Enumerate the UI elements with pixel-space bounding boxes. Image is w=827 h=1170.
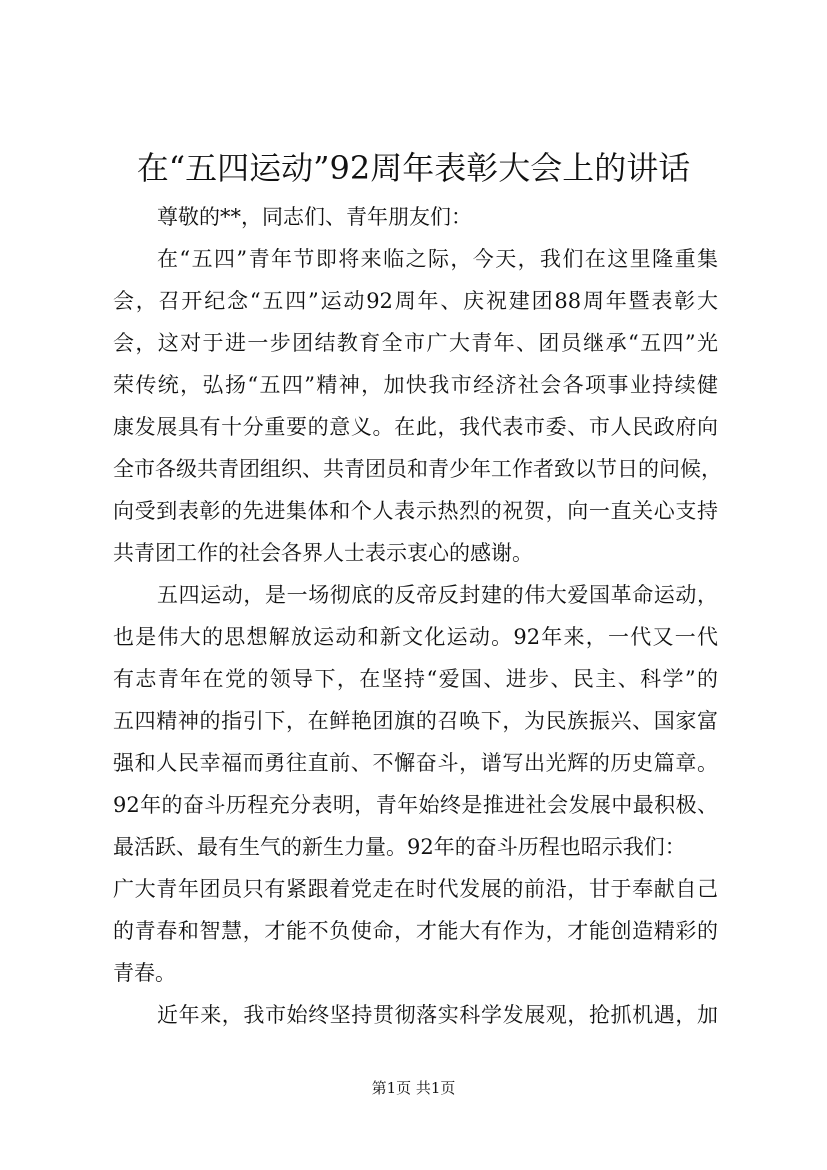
page-number-footer: 第1页 共1页 xyxy=(371,1079,456,1097)
document-body xyxy=(113,196,722,1036)
paragraph-line: 有志青年在党的领导下，在坚持“爱国、进步、民主、科学”的 xyxy=(113,667,718,691)
paragraph-line: 五四精神的指引下，在鲜艳团旗的召唤下，为民族振兴、国家富 xyxy=(113,709,718,733)
paragraph-line: 康发展具有十分重要的意义。在此，我代表市委、市人民政府向 xyxy=(113,415,718,439)
paragraph-line: 的青春和智慧，才能不负使命，才能大有作为，才能创造精彩的 xyxy=(113,919,718,943)
paragraph-line: 在“五四”青年节即将来临之际，今天，我们在这里隆重集 xyxy=(157,247,718,271)
paragraph-line: 92年的奋斗历程充分表明，青年始终是推进社会发展中最积极、 xyxy=(113,793,718,817)
salutation-line: 尊敬的**，同志们、青年朋友们： xyxy=(157,205,472,229)
paragraph-line: 强和人民幸福而勇往直前、不懈奋斗，谱写出光辉的历史篇章。 xyxy=(113,751,718,775)
document-title: 在“五四运动”92周年表彰大会上的讲话 xyxy=(136,149,691,187)
paragraph-line: 广大青年团员只有紧跟着党走在时代发展的前沿，甘于奉献自己 xyxy=(113,877,718,901)
paragraph-line: 荣传统，弘扬“五四”精神，加快我市经济社会各项事业持续健 xyxy=(113,373,718,397)
paragraph-line: 会，召开纪念“五四”运动92周年、庆祝建团88周年暨表彰大 xyxy=(113,289,718,313)
paragraph-line: 共青团工作的社会各界人士表示衷心的感谢。 xyxy=(113,541,533,565)
paragraph-line: 会，这对于进一步团结教育全市广大青年、团员继承“五四”光 xyxy=(113,331,718,355)
paragraph-line: 五四运动，是一场彻底的反帝反封建的伟大爱国革命运动， xyxy=(157,583,718,607)
paragraph-line: 青春。 xyxy=(113,961,176,985)
paragraph-line: 近年来，我市始终坚持贯彻落实科学发展观，抢抓机遇，加 xyxy=(157,1003,718,1027)
paragraph-line: 也是伟大的思想解放运动和新文化运动。92年来，一代又一代 xyxy=(113,625,718,649)
paragraph-line: 向受到表彰的先进集体和个人表示热烈的祝贺，向一直关心支持 xyxy=(113,499,718,523)
paragraph-line: 最活跃、最有生气的新生力量。92年的奋斗历程也昭示我们： xyxy=(113,835,686,859)
paragraph-line: 全市各级共青团组织、共青团员和青少年工作者致以节日的问候， xyxy=(113,457,722,481)
